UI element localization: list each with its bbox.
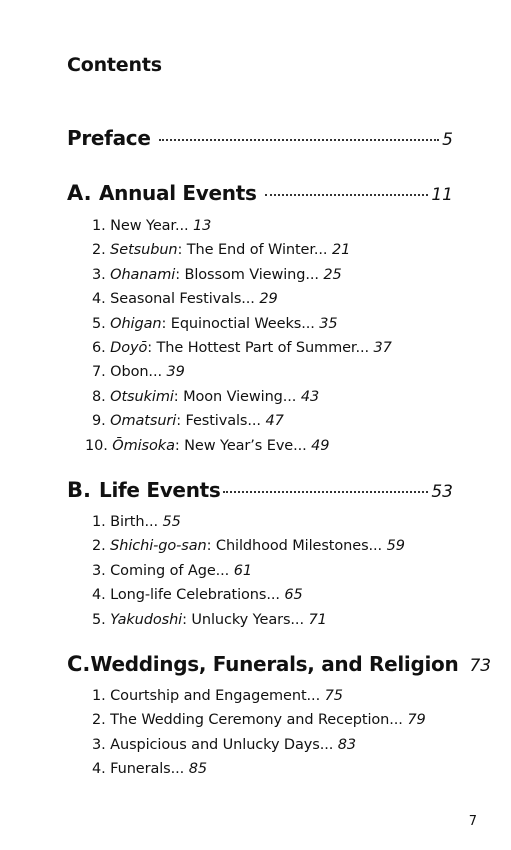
item-text: Birth... [110,514,158,530]
item-page-number: 37 [373,339,392,356]
toc-entry-preface[interactable] [67,126,453,150]
item-text: Coming of Age... [110,562,230,579]
item-page-number: 55 [162,514,181,530]
section-page-number: 11 [431,185,453,205]
item-page-number: 85 [188,761,207,778]
item-number: 9. [92,413,106,430]
item-number: 6. [92,339,106,356]
item-text: New Year... [110,218,189,234]
section-title: Weddings, Funerals, and Religion [90,652,459,676]
toc-item[interactable] [92,688,426,712]
dot-leader [159,139,440,141]
item-page-number: 71 [308,611,327,628]
item-text: Long-life Celebrations... [110,587,280,604]
item-number: 10. [85,437,108,454]
item-number: 8. [92,388,106,405]
item-text: : Moon Viewing... [173,388,297,405]
item-number: 4. [92,761,106,778]
item-page-number: 35 [319,315,338,332]
item-page-number: 61 [233,562,252,579]
toc-item[interactable] [92,712,426,736]
toc-item[interactable] [92,364,392,388]
section-letter: A. [67,181,92,205]
section-letter: B. [67,478,91,502]
item-page-number: 29 [259,291,278,308]
toc-item[interactable] [92,737,426,761]
item-text: : Blossom Viewing... [175,266,319,283]
item-italic-term: Omatsuri [110,413,177,430]
item-italic-term: Doyō [110,339,148,356]
item-number: 3. [92,736,106,753]
item-page-number: 59 [386,538,405,555]
item-text: Seasonal Festivals... [110,291,255,308]
item-page-number: 75 [324,688,343,704]
item-page-number: 39 [166,364,185,381]
toc-item[interactable] [92,761,426,785]
preface-page-number: 5 [442,130,453,150]
item-number: 2. [92,712,106,729]
item-italic-term: Yakudoshi [110,611,183,628]
item-italic-term: Ōmisoka [112,437,175,454]
item-number: 4. [92,587,106,604]
item-number: 3. [92,266,106,283]
toc-item[interactable] [92,340,392,364]
toc-item[interactable] [92,389,392,413]
preface-title: Preface [67,126,151,150]
item-text: : Festivals... [176,413,261,430]
item-number: 1. [92,688,106,704]
item-page-number: 13 [193,218,212,234]
toc-section-b[interactable] [67,478,453,502]
item-text: Funerals... [110,761,185,778]
item-number: 1. [92,514,106,530]
item-italic-term: Otsukimi [110,388,174,405]
toc-item[interactable] [92,242,392,266]
toc-item[interactable] [85,438,392,462]
toc-item[interactable] [92,413,392,437]
item-number: 1. [92,218,106,234]
section-a-list [85,218,392,462]
section-title: Annual Events [99,181,257,205]
toc-item[interactable] [92,267,392,291]
item-page-number: 25 [323,266,342,283]
toc-item[interactable] [92,291,392,315]
toc-section-c[interactable] [67,652,492,676]
item-text: Courtship and Engagement... [110,688,321,704]
item-page-number: 49 [311,437,330,454]
section-b-list [92,514,405,636]
toc-item[interactable] [92,612,405,636]
item-text: : Equinoctial Weeks... [161,315,315,332]
item-text: : The End of Winter... [177,242,328,259]
toc-section-a[interactable] [67,181,453,205]
item-page-number: 79 [407,712,426,729]
item-number: 5. [92,611,106,628]
item-number: 3. [92,562,106,579]
section-c-list [92,688,426,786]
item-number: 2. [92,242,106,259]
item-text: Auspicious and Unlucky Days... [110,736,334,753]
item-page-number: 43 [300,388,320,405]
item-italic-term: Ohanami [110,266,176,283]
page-title: Contents [67,54,162,76]
toc-item[interactable] [92,514,405,538]
item-page-number: 47 [265,413,284,430]
item-number: 2. [92,538,106,555]
item-number: 7. [92,364,106,381]
item-text: : Childhood Milestones... [206,538,383,555]
toc-item[interactable] [92,538,405,562]
dot-leader [265,194,429,196]
item-text: : The Hottest Part of Summer... [147,339,369,356]
item-number: 5. [92,315,106,332]
item-italic-term: Ohigan [110,315,162,332]
toc-item[interactable] [92,218,392,242]
section-page-number: 73 [469,656,492,676]
item-text: Obon... [110,364,162,381]
item-page-number: 83 [337,736,357,753]
section-letter: C. [67,652,91,676]
item-italic-term: Shichi-go-san [110,538,207,555]
item-italic-term: Setsubun [110,242,178,259]
page-number: 7 [468,814,477,829]
dot-leader [223,491,429,493]
toc-item[interactable] [92,563,405,587]
section-title: Life Events [99,478,221,502]
toc-item[interactable] [92,587,405,611]
item-text: The Wedding Ceremony and Reception... [110,712,403,729]
item-text: : Unlucky Years... [182,611,304,628]
toc-item[interactable] [92,316,392,340]
item-number: 4. [92,291,106,308]
item-page-number: 21 [331,242,351,259]
section-page-number: 53 [431,482,453,502]
item-text: : New Year’s Eve... [174,437,307,454]
item-page-number: 65 [284,587,303,604]
